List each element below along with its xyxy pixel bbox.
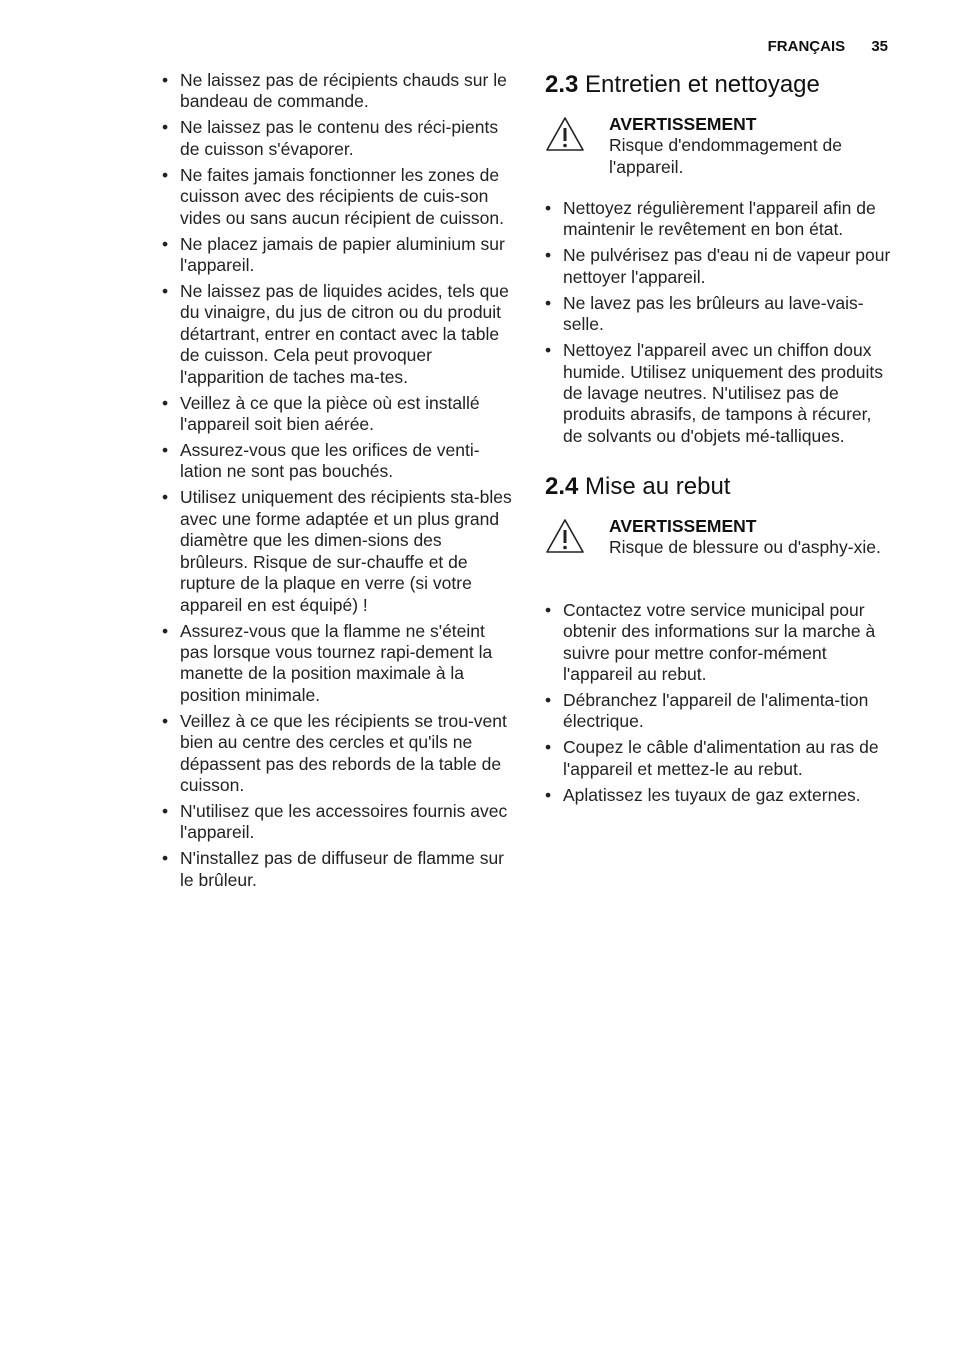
list-item: • Ne faites jamais fonctionner les zones de cuisson avec des récipients de cuis-son vides ou sans aucun récipient de cuisson. [162,165,514,229]
page-number: 35 [871,38,888,55]
warning-title: AVERTISSEMENT [609,114,757,134]
warning-text: Risque d'endommagement de l'appareil. [609,135,842,177]
section-heading: Entretien et nettoyage [585,71,820,98]
section-number: 2.4 [545,472,579,500]
list-item: • Ne lavez pas les brûleurs au lave-vais-selle. [545,293,895,336]
left-column [162,70,514,896]
section-disposal [545,472,895,806]
list-item: • N'utilisez que les accessoires fournis avec l'appareil. [162,801,514,844]
warning-box [545,114,895,198]
section-maintenance [545,70,895,447]
page-header [768,38,888,55]
list-item: • Aplatissez les tuyaux de gaz externes. [545,785,895,806]
maintenance-list [545,198,895,447]
list-item: • Assurez-vous que les orifices de venti-lation ne sont pas bouchés. [162,440,514,483]
right-column [545,70,895,811]
warning-text: Risque de blessure ou d'asphy-xie. [609,537,881,558]
list-item: • Utilisez uniquement des récipients sta-bles avec une forme adaptée et un plus grand diamètre que les dimen-sions des brûleurs. Risque de sur-chauffe et de rupture de la plaque en verre (si votre appareil en est équipé) ! [162,487,514,615]
disposal-list [545,600,895,806]
list-item: • Coupez le câble d'alimentation au ras de l'appareil et mettez-le au rebut. [545,737,895,780]
list-item: • Ne placez jamais de papier aluminium sur l'appareil. [162,234,514,277]
list-item: • Nettoyez l'appareil avec un chiffon doux humide. Utilisez uniquement des produits de lavage neutres. N'utilisez pas de produits abrasifs, de tampons à récurer, de solvants ou d'objets mé-talliques. [545,340,895,447]
section-title [545,70,895,100]
list-item: • N'installez pas de diffuseur de flamme sur le brûleur. [162,848,514,891]
section-heading: Mise au rebut [585,472,731,500]
warning-title: AVERTISSEMENT [609,515,757,536]
list-item: • Assurez-vous que la flamme ne s'éteint pas lorsque vous tournez rapi-dement la manette de la position maximale à la position minimale. [162,621,514,707]
warning-triangle-icon [545,116,585,152]
language-label: FRANÇAIS [767,38,846,55]
list-item: • Ne laissez pas de récipients chauds sur le bandeau de commande. [162,70,514,113]
list-item: • Nettoyez régulièrement l'appareil afin de maintenir le revêtement en bon état. [545,198,895,241]
list-item: • Veillez à ce que la pièce où est installé l'appareil soit bien aérée. [162,393,514,436]
list-item: • Débranchez l'appareil de l'alimenta-tion électrique. [545,690,895,733]
list-item: • Ne laissez pas le contenu des réci-pients de cuisson s'évaporer. [162,117,514,160]
warning-triangle-icon [545,518,585,554]
list-item: • Ne pulvérisez pas d'eau ni de vapeur pour nettoyer l'appareil. [545,245,895,288]
section-number: 2.3 [545,71,579,98]
list-item: • Veillez à ce que les récipients se trou-vent bien au centre des cercles et qu'ils ne dépassent pas des rebords de la table de cuisson. [162,711,514,797]
list-item: • Contactez votre service municipal pour obtenir des informations sur la marche à suivre pour mettre confor-mément l'appareil au rebut. [545,600,895,686]
warning-box [545,516,895,600]
safety-list [162,70,514,891]
section-title [545,472,895,502]
list-item: • Ne laissez pas de liquides acides, tels que du vinaigre, du jus de citron ou du produit détartrant, entrer en contact avec la table de cuisson. Cela peut provoquer l'apparition de taches ma-tes. [162,281,514,388]
